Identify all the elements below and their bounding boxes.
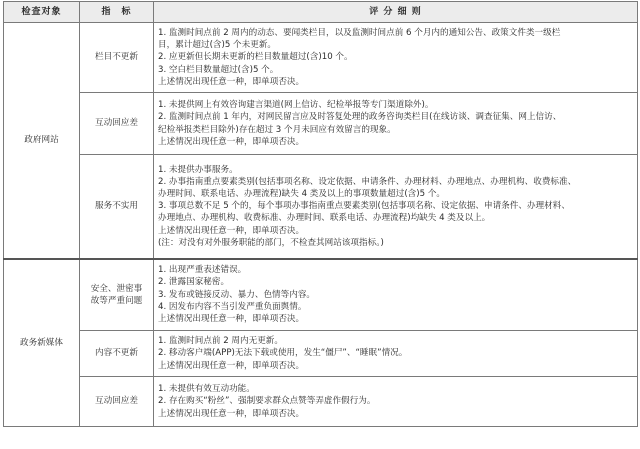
criteria-line: 上述情况出现任意一种，即单项否决。 xyxy=(158,314,305,325)
indicator-line: 安全、泄密事 xyxy=(90,283,143,294)
criteria-cell xyxy=(154,331,638,377)
criteria-line: 办理地点、办理机构、收费标准、办理时间、联系电话、办理流程)均缺失 4 类及以上。 xyxy=(158,213,491,224)
object-cell-new-media: 政务新媒体 xyxy=(4,259,80,427)
criteria-line: 1. 未提供有效互动功能。 xyxy=(158,384,255,395)
criteria-line: 上述情况出现任意一种，即单项否决。 xyxy=(158,76,305,87)
table-row xyxy=(4,331,638,377)
criteria-line: 2. 移动客户端(APP)无法下载或使用，发生“僵尸”、“睡眠”情况。 xyxy=(158,348,408,359)
indicator-line: 故等严重问题 xyxy=(90,295,143,306)
criteria-line: 1. 未提供网上有效咨询建言渠道(网上信访、纪检举报等专门渠道除外)。 xyxy=(158,100,434,111)
indicator-cell: 服务不实用 xyxy=(80,155,154,259)
criteria-line: 3. 发布或链接反动、暴力、色情等内容。 xyxy=(158,289,316,300)
criteria-line: 2. 办事指南重点要素类别(包括事项名称、设定依据、申请条件、办理材料、办理地点、办理机构、收费标准、 xyxy=(158,176,577,187)
criteria-line: 2. 泄露国家秘密。 xyxy=(158,277,230,288)
criteria-cell xyxy=(154,155,638,259)
criteria-line: 目，累计超过(含)5 个未更新。 xyxy=(158,40,277,51)
object-cell-gov-website: 政府网站 xyxy=(4,23,80,259)
table-row xyxy=(4,259,638,331)
indicator-cell: 互动回应差 xyxy=(80,93,154,155)
criteria-line: 1. 未提供办事服务。 xyxy=(158,164,238,175)
criteria-line: 4. 因发布内容不当引发严重负面舆情。 xyxy=(158,301,307,312)
table-row xyxy=(4,23,638,93)
criteria-line: 上述情况出现任意一种，即单项否决。 xyxy=(158,136,305,147)
criteria-line: 上述情况出现任意一种，即单项否决。 xyxy=(158,408,305,419)
indicator-cell: 内容不更新 xyxy=(80,331,154,377)
criteria-cell xyxy=(154,377,638,427)
criteria-line: 3. 空白栏目数量超过(含)5 个。 xyxy=(158,64,279,75)
indicator-cell: 互动回应差 xyxy=(80,377,154,427)
criteria-line: 上述情况出现任意一种，即单项否决。 xyxy=(158,360,305,371)
criteria-line: 1. 出现严重表述错误。 xyxy=(158,265,247,276)
header-criteria: 评 分 细 则 xyxy=(154,2,638,23)
criteria-line: 1. 监测时间点前 2 周内无更新。 xyxy=(158,336,283,347)
criteria-line: 2. 应更新但长期未更新的栏目数量超过(含)10 个。 xyxy=(158,52,353,63)
indicator-cell: 栏目不更新 xyxy=(80,23,154,93)
header-row xyxy=(4,2,638,23)
criteria-line: 1. 监测时间点前 2 周内的动态、要闻类栏目，以及监测时间点前 6 个月内的通知公告、政策文件类一级栏 xyxy=(158,27,561,38)
criteria-line: 纪检举报类栏目除外)存在超过 3 个月未回应有效留言的现象。 xyxy=(158,124,396,135)
criteria-line: 3. 事项总数不足 5 个的，每个事项办事指南重点要素类别(包括事项名称、设定依据、申请条件、办理材料、 xyxy=(158,201,570,212)
criteria-line: (注：对没有对外服务职能的部门，不检查其网站该项指标。) xyxy=(158,237,384,248)
table-row xyxy=(4,93,638,155)
evaluation-table xyxy=(3,1,638,427)
criteria-line: 办理时间、联系电话、办理流程)缺失 4 类及以上的事项数量超过(含)5 个。 xyxy=(158,188,446,199)
criteria-cell xyxy=(154,93,638,155)
header-object: 检查对象 xyxy=(4,2,80,23)
criteria-line: 上述情况出现任意一种，即单项否决。 xyxy=(158,225,305,236)
criteria-line: 2. 存在购买“粉丝”、强制要求群众点赞等弄虚作假行为。 xyxy=(158,396,376,407)
criteria-cell xyxy=(154,259,638,331)
criteria-cell xyxy=(154,23,638,93)
table-row xyxy=(4,377,638,427)
indicator-cell xyxy=(80,259,154,331)
header-indicator: 指 标 xyxy=(80,2,154,23)
criteria-line: 2. 监测时间点前 1 年内，对网民留言应及时答复处理的政务咨询类栏目(在线访谈、调查征集、网上信访、 xyxy=(158,112,562,123)
table-row xyxy=(4,155,638,259)
